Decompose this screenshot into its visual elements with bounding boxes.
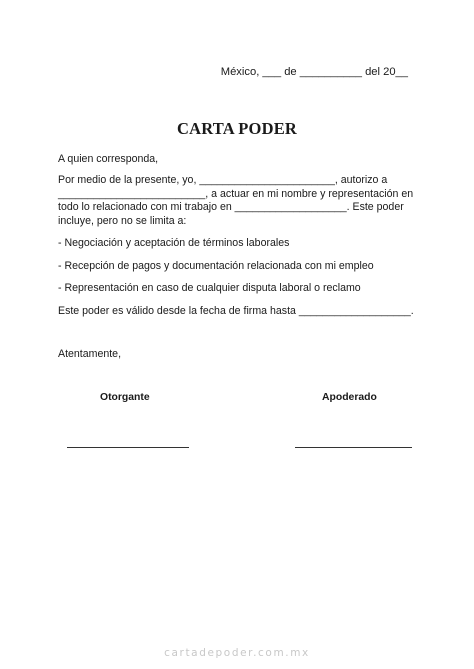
list-item: - Representación en caso de cualquier disputa laboral o reclamo bbox=[58, 282, 361, 294]
list-item: - Recepción de pagos y documentación relacionada con mi empleo bbox=[58, 260, 374, 272]
paragraph-line: _________________________, a actuar en mi nombre y representación en bbox=[58, 187, 414, 200]
document-title: CARTA PODER bbox=[176, 119, 298, 138]
signature-line-apoderado bbox=[295, 447, 412, 448]
list-item: - Negociación y aceptación de términos laborales bbox=[58, 237, 290, 249]
date-line: México, ___ de __________ del 20__ bbox=[220, 66, 408, 78]
signature-line-otorgante bbox=[67, 447, 189, 448]
closing-salutation: Atentamente, bbox=[58, 348, 122, 360]
paragraph-line: Por medio de la presente, yo, _______________________, autorizo a bbox=[58, 174, 388, 186]
validity-statement: Este poder es válido desde la fecha de firma hasta ___________________. bbox=[58, 305, 414, 317]
authorization-paragraph bbox=[58, 174, 418, 228]
signature-label-apoderado: Apoderado bbox=[322, 392, 377, 403]
paragraph-line: incluye, pero no se limita a: bbox=[58, 214, 187, 227]
watermark: cartadepoder.com.mx bbox=[164, 647, 310, 659]
signature-label-otorgante: Otorgante bbox=[100, 392, 150, 403]
paragraph-line: todo lo relacionado con mi trabajo en ___________________. Este poder bbox=[58, 201, 404, 213]
greeting: A quien corresponda, bbox=[58, 153, 159, 165]
